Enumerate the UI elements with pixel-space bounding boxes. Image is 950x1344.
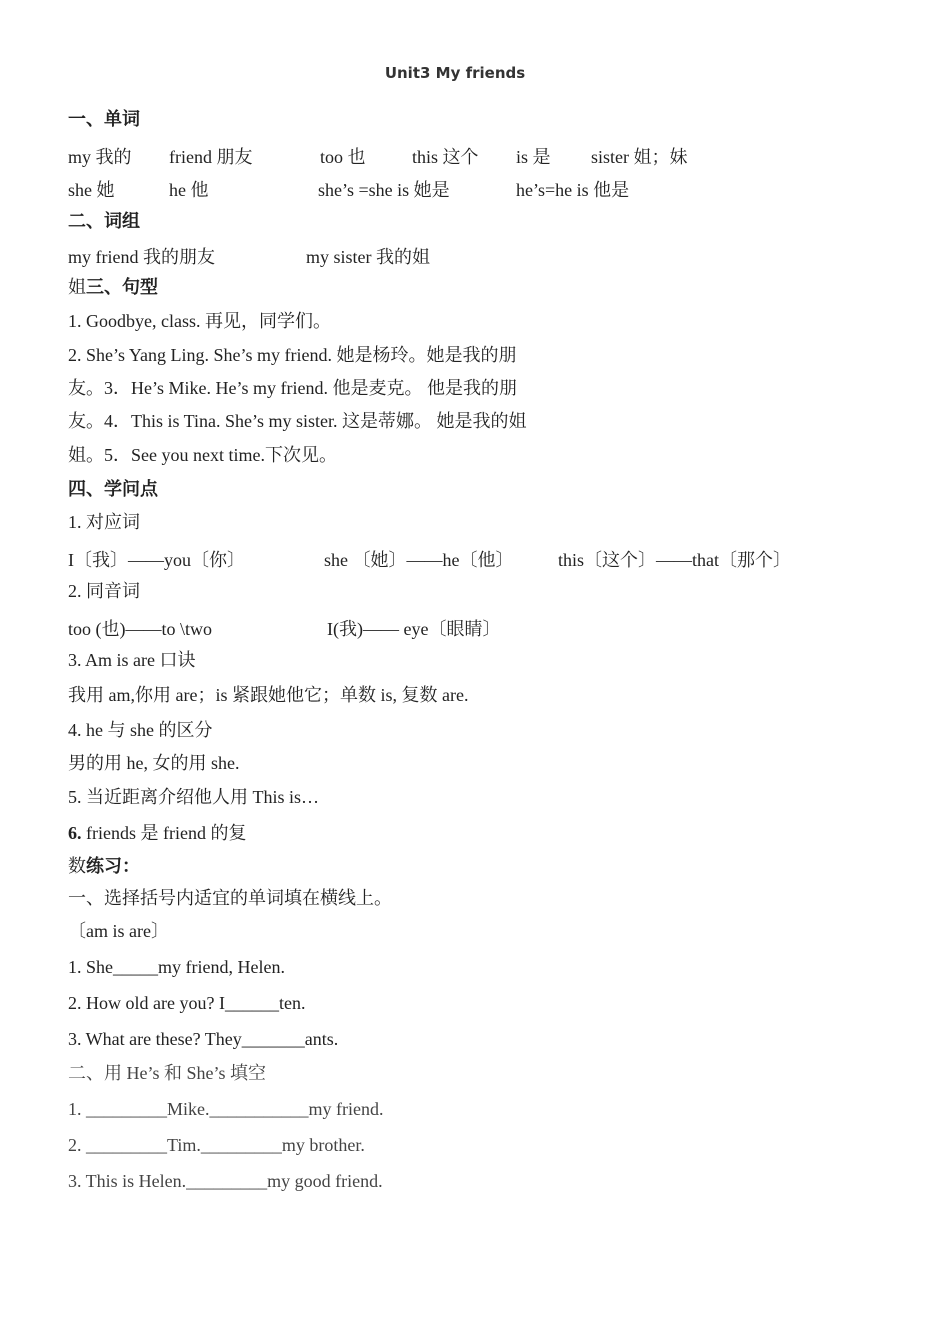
sentence-line: 友。4．This is Tina. She’s my sister. 这是蒂娜。 她是我的姐 [68,411,527,431]
vocab-item: she 她 [68,180,115,200]
sentence-line: 姐。5．See you next time.下次见。 [68,445,337,465]
point-4-text: 男的用 he, 女的用 she. [68,753,240,773]
exercise-item: 1. She_____my friend, Helen. [68,957,285,977]
exercise-item: 2. How old are you? I______ten. [68,993,306,1013]
vocab-item: is 是 [516,147,551,167]
exercise-1-options: 〔am is are〕 [68,921,169,941]
counterpart-item: she 〔她〕——he〔他〕 [324,550,514,570]
point-5-text: 5. 当近距离介绍他人用 This is… [68,787,320,807]
exercises-heading [68,855,140,877]
phrase-item: my friend 我的朋友 [68,247,215,267]
section-vocabulary-heading: 一、单词 [68,109,140,129]
sentence-line: 2. She’s Yang Ling. She’s my friend. 她是杨玲。她是我的朋 [68,345,517,365]
sentence-line: 1. Goodbye, class. 再见，同学们。 [68,311,331,331]
point-6-body: friends 是 friend 的复 [81,823,247,843]
exercise-1-title: 一、选择括号内适宜的单词填在横线上。 [68,888,392,908]
carry-over-text: 数 [68,856,86,876]
point-4-title: 4. he 与 she 的区分 [68,720,213,740]
homophone-item: too (也)——to \two [68,619,212,639]
sentence-line: 友。3．He’s Mike. He’s my friend. 他是麦克。 他是我的朋 [68,378,517,398]
exercise-item: 2. _________Tim._________my brother. [68,1135,365,1155]
point-1-title: 1. 对应词 [68,512,140,532]
exercise-item: 1. _________Mike.___________my friend. [68,1099,384,1119]
section-knowledge-heading: 四、学问点 [68,479,158,499]
page-title: Unit3 My friends [384,64,526,82]
vocab-item: my 我的 [68,147,132,167]
point-6-text [68,822,246,844]
vocab-item: she’s =she is 她是 [318,180,450,200]
point-3-text: 我用 am,你用 are；is 紧跟她他它；单数 is, 复数 are. [68,685,469,705]
homophone-item: I(我)—— eye〔眼睛〕 [327,619,501,639]
exercise-2-title: 二、用 He’s 和 She’s 填空 [68,1063,266,1083]
section-sentences-heading [68,276,158,298]
vocab-item: he’s=he is 他是 [516,180,630,200]
exercise-item: 3. This is Helen._________my good friend. [68,1171,383,1191]
vocab-item: too 也 [320,147,366,167]
vocab-item: friend 朋友 [169,147,253,167]
vocab-item: he 他 [169,180,209,200]
point-6-number: 6. [68,823,82,843]
counterpart-item: I〔我〕——you〔你〕 [68,550,245,570]
exercise-item: 3. What are these? They_______ants. [68,1029,339,1049]
point-3-title: 3. Am is are 口诀 [68,650,196,670]
heading-text: 练习： [86,856,140,876]
heading-text: 三、句型 [86,277,158,297]
point-2-title: 2. 同音词 [68,581,140,601]
vocab-item: sister 姐；妹 [591,147,688,167]
counterpart-item: this〔这个〕——that〔那个〕 [558,550,791,570]
vocab-item: this 这个 [412,147,479,167]
phrase-item: my sister 我的姐 [306,247,430,267]
carry-over-text: 姐 [68,277,86,297]
section-phrases-heading: 二、词组 [68,211,140,231]
